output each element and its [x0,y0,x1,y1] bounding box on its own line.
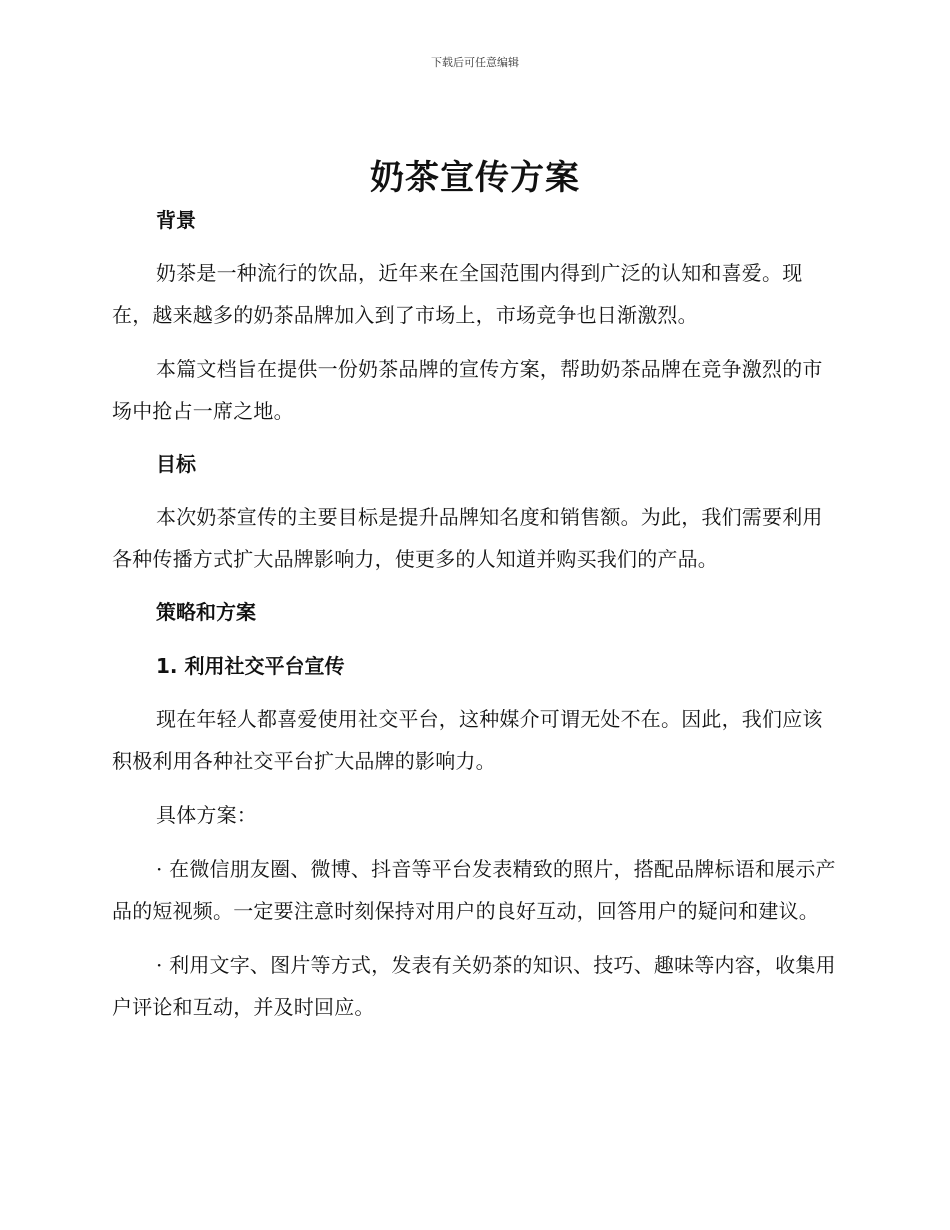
paragraph-goal-1: 本次奶茶宣传的主要目标是提升品牌知名度和销售额。为此，我们需要利用各种传播方式扩大品牌影响力，使更多的人知道并购买我们的产品。 [112,505,823,571]
bullet-item-2: · 利用文字、图片等方式，发表有关奶茶的知识、技巧、趣味等内容，收集用户评论和互动，并及时回应。 [112,953,836,1019]
paragraph-social-1: 现在年轻人都喜爱使用社交平台，这种媒介可谓无处不在。因此，我们应该积极利用各种社交平台扩大品牌的影响力。 [112,707,823,773]
page-title: 奶茶宣传方案 [370,158,580,198]
bullet-item-1: · 在微信朋友圈、微博、抖音等平台发表精致的照片，搭配品牌标语和展示产品的短视频。一定要注意时刻保持对用户的良好互动，回答用户的疑问和建议。 [112,857,836,923]
document-body [112,202,836,1028]
subsection-heading-social: 1. 利用社交平台宣传 [156,654,345,678]
paragraph-background-2: 本篇文档旨在提供一份奶茶品牌的宣传方案，帮助奶茶品牌在竞争激烈的市场中抢占一席之地。 [112,357,823,423]
paragraph-background-1: 奶茶是一种流行的饮品，近年来在全国范围内得到广泛的认知和喜爱。现在，越来越多的奶茶品牌加入到了市场上，市场竞争也日渐激烈。 [112,261,803,327]
section-heading-strategy: 策略和方案 [156,600,256,624]
header-note: 下载后可任意编辑 [431,56,519,69]
section-heading-background: 背景 [156,208,196,232]
plan-label: 具体方案： [156,803,257,827]
section-heading-goal: 目标 [156,452,196,476]
